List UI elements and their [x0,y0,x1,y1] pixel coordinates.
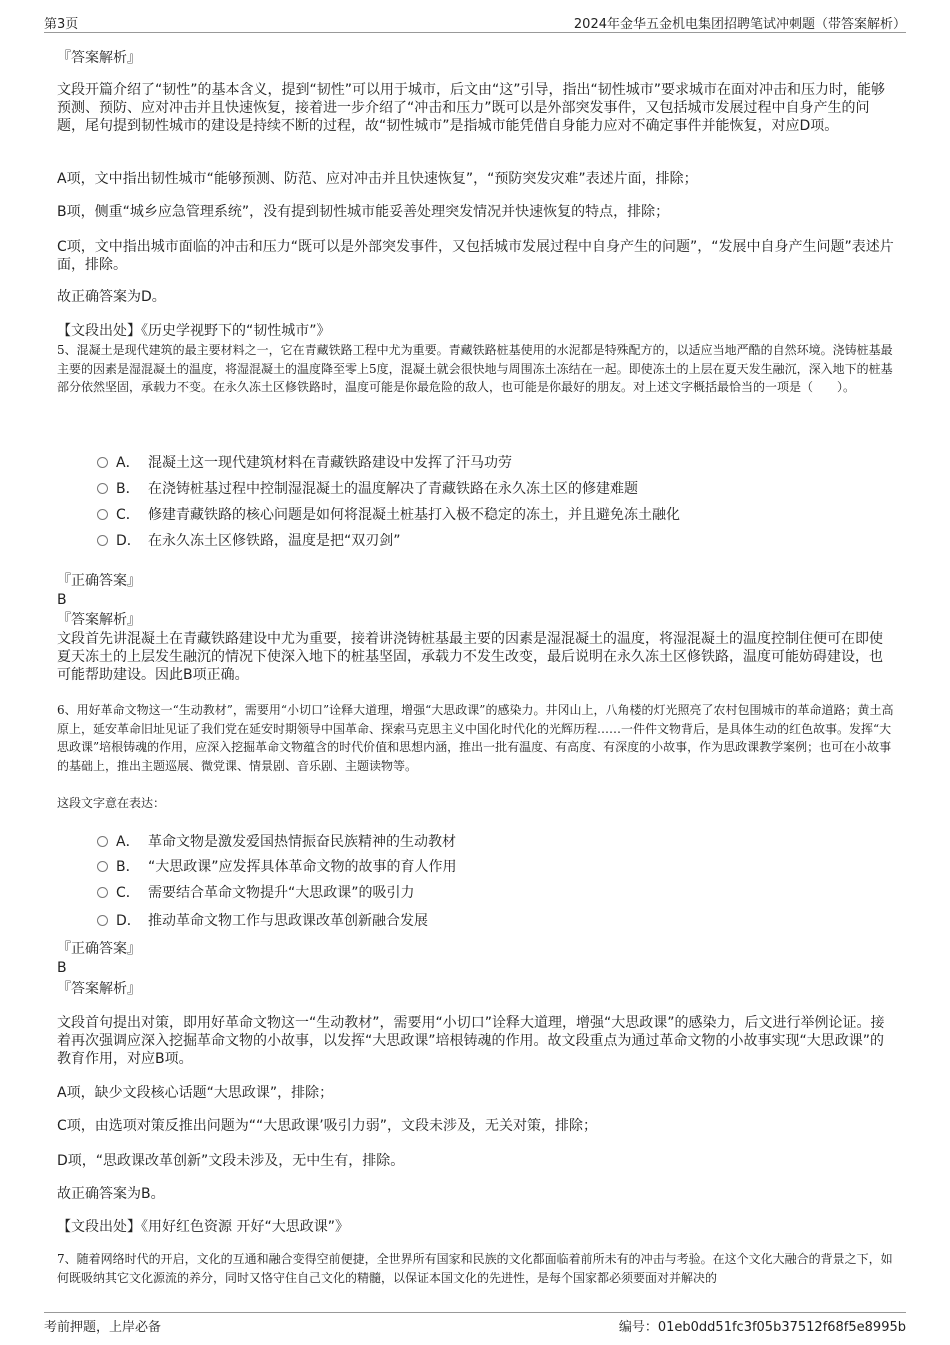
q6-analysis-option-c: C项，由选项对策反推出问题为““大思政课’吸引力弱”，文段未涉及，无关对策，排除； [57,1118,597,1134]
q6-answer-label: 『正确答案』 [57,941,141,957]
page-number: 第3页 [44,17,79,32]
q5-analysis: 文段首先讲混凝土在青藏铁路建设中尤为重要，接着讲浇铸桩基最主要的因素是湿混凝土的温度，将湿混凝土的温度控制住便可在即使夏天冻土的上层发生融沉的情况下使深入地下的桩基坚固，承载力不发生改变，最后说明在永久冻土区修铁路，温度可能妨碍建设，也可能帮助建设。因此B项正确。 [57,631,883,683]
radio-icon[interactable] [97,483,108,494]
q6-analysis-option-d: D项，“思政课改革创新”文段未涉及，无中生有，排除。 [57,1153,405,1169]
radio-icon[interactable] [97,915,108,926]
q4-conclusion: 故正确答案为D。 [57,289,166,305]
radio-icon[interactable] [97,535,108,546]
q5-option-a[interactable]: A． 混凝土这一现代建筑材料在青藏铁路建设中发挥了汗马功劳 [97,454,512,472]
q4-analysis-option-b: B项，侧重“城乡应急管理系统”，没有提到韧性城市能妥善处理突发情况并快速恢复的特点，排除； [57,204,670,220]
q6-answer: B [57,960,67,976]
footer-slogan: 考前押题，上岸必备 [44,1320,162,1335]
radio-icon[interactable] [97,861,108,872]
q5-option-c[interactable]: C． 修建青藏铁路的核心问题是如何将混凝土桩基打入极不稳定的冻土，并且避免冻土融化 [97,506,680,524]
q6-analysis-option-a: A项，缺少文段核心话题“大思政课”，排除； [57,1085,334,1101]
q5-option-b[interactable]: B． 在浇铸桩基过程中控制湿混凝土的温度解决了青藏铁路在永久冻土区的修建难题 [97,480,638,498]
q6-stem: 6、用好革命文物这一“生动教材”，需要用“小切口”诠释大道理，增强“大思政课”的感染力。井冈山上，八角楼的灯光照亮了农村包围城市的革命道路；黄土高原上，延安革命旧址见证了我们党在延安时期领导中国革命、探索马克思主义中国化时代化的光辉历程……一件件文物背后，是具体生动的红色故事。发挥“大思政课”培根铸魂的作用，应深入挖掘革命文物蕴含的时代价值和思想内涵，推出一批有温度、有高度、有深度的小故事，作为思政课教学案例；也可在小故事的基础上，推出主题巡展、微党课、情景剧、音乐剧、主题读物等。 [57,703,894,773]
q5-answer: B [57,592,67,608]
q6-question: 这段文字意在表达： [57,796,166,810]
q6-conclusion: 故正确答案为B。 [57,1186,165,1202]
q4-analysis-option-c: C项，文中指出城市面临的冲击和压力“既可以是外部突发事件，又包括城市发展过程中自身产生的问题”，“发展中自身产生问题”表述片面，排除。 [57,239,894,273]
q7-stem: 7、随着网络时代的开启，文化的互通和融合变得空前便捷，全世界所有国家和民族的文化都面临着前所未有的冲击与考验。在这个文化大融合的背景之下，如何既吸纳其它文化源流的养分，同时又恪守住自己文化的精髓，以保证本国文化的先进性，是每个国家都必须要面对并解决的 [57,1252,893,1285]
radio-icon[interactable] [97,836,108,847]
q6-analysis-label: 『答案解析』 [57,981,141,997]
q6-source: 【文段出处】《用好红色资源 开好“大思政课”》 [57,1219,349,1235]
q4-source: 【文段出处】《历史学视野下的“韧性城市”》 [57,323,331,339]
q6-option-d[interactable]: D． 推动革命文物工作与思政课改革创新融合发展 [97,912,428,930]
radio-icon[interactable] [97,887,108,898]
radio-icon[interactable] [97,457,108,468]
q5-answer-label: 『正确答案』 [57,573,141,589]
q6-option-a[interactable]: A． 革命文物是激发爱国热情振奋民族精神的生动教材 [97,833,456,851]
q6-option-c[interactable]: C． 需要结合革命文物提升“大思政课”的吸引力 [97,884,415,902]
page-footer [44,1312,906,1335]
page-header [44,12,906,33]
q5-analysis-label: 『答案解析』 [57,612,141,628]
radio-icon[interactable] [97,509,108,520]
q5-option-d[interactable]: D． 在永久冻土区修铁路，温度是把“双刃剑” [97,532,401,550]
q5-stem: 5、混凝土是现代建筑的最主要材料之一，它在青藏铁路工程中尤为重要。青藏铁路桩基使用的水泥都是特殊配方的，以适应当地严酷的自然环境。浇铸桩基最主要的因素是湿混凝土的温度，将湿混凝土的温度降至零上5度，混凝土就会很快地与周围冻土冻结在一起。即使冻土的上层在夏天发生融沉，深入地下的桩基部分依然坚固，承载力不变。在永久冻土区修铁路时，温度可能是你最危险的敌人，也可能是你最好的朋友。对上述文字概括最恰当的一项是（ ）。 [57,343,893,394]
q6-option-b[interactable]: B． “大思政课”应发挥具体革命文物的故事的育人作用 [97,858,457,876]
q6-analysis-p1: 文段首句提出对策，即用好革命文物这一“生动教材”，需要用“小切口”诠释大道理，增强“大思政课”的感染力，后文进行举例论证。接着再次强调应深入挖掘革命文物的小故事，以发挥“大思政课”培根铸魂的作用。故文段重点为通过革命文物的小故事实现“大思政课”的教育作用，对应B项。 [57,1015,885,1067]
q4-analysis-label: 『答案解析』 [57,50,141,66]
document-title: 2024年金华五金机电集团招聘笔试冲刺题（带答案解析） [573,17,906,32]
q4-analysis-p1: 文段开篇介绍了“韧性”的基本含义，提到“韧性”可以用于城市，后文由“这”引导，指出“韧性城市”要求城市在面对冲击和压力时，能够预测、预防、应对冲击并且快速恢复，接着进一步介绍了“冲击和压力”既可以是外部突发事件，又包括城市发展过程中自身产生的问题，尾句提到韧性城市的建设是持续不断的过程，故“韧性城市”是指城市能凭借自身能力应对不确定事件并能恢复，对应D项。 [57,82,886,134]
q4-analysis-option-a: A项，文中指出韧性城市“能够预测、防范、应对冲击并且快速恢复”，“预防突发灾难”表述片面，排除； [57,171,698,187]
document-id: 编号：01eb0dd51fc3f05b37512f68f5e8995b [618,1320,906,1335]
